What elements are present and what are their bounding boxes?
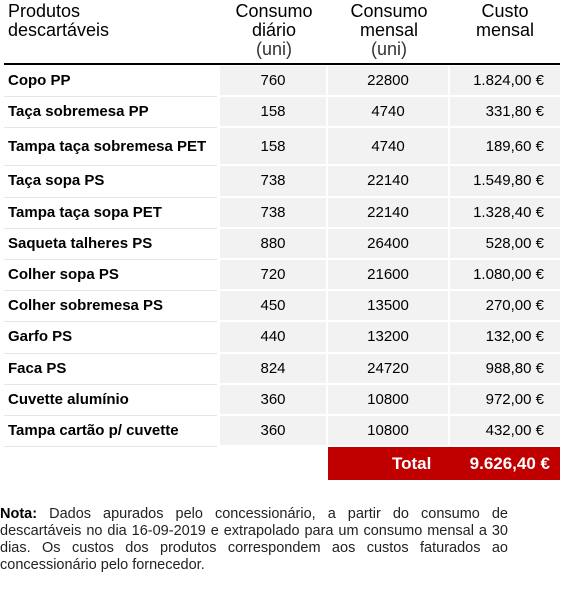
cell-custo-mensal: 189,60 €	[450, 128, 560, 166]
table-row	[4, 385, 560, 416]
header-mensal-line2: mensal	[359, 20, 419, 40]
cell-consumo-mensal: 22140	[328, 198, 448, 229]
table-row	[4, 229, 560, 260]
header-custo-line2: mensal	[475, 20, 535, 40]
cell-custo-mensal: 132,00 €	[450, 322, 560, 353]
cell-custo-mensal: 1.549,80 €	[450, 166, 560, 197]
cell-consumo-diario: 158	[220, 128, 326, 166]
header-mensal-line1: Consumo	[350, 1, 428, 21]
cell-custo-mensal: 972,00 €	[450, 385, 560, 416]
cell-custo-mensal: 1.328,40 €	[450, 198, 560, 229]
cell-consumo-mensal: 10800	[328, 416, 448, 447]
header-diario-line2: diário	[251, 20, 297, 40]
table-row	[4, 166, 560, 197]
header-consumo-diario	[220, 2, 328, 59]
cell-consumo-diario: 720	[220, 260, 326, 291]
cell-produto: Colher sopa PS	[4, 260, 217, 291]
cell-consumo-mensal: 10800	[328, 385, 448, 416]
table-row	[4, 66, 560, 97]
table-row	[4, 416, 560, 447]
cell-custo-mensal: 528,00 €	[450, 229, 560, 260]
table-row	[4, 291, 560, 322]
cell-produto: Copo PP	[4, 66, 217, 97]
cell-custo-mensal: 331,80 €	[450, 97, 560, 128]
cell-consumo-mensal: 13500	[328, 291, 448, 322]
cell-produto: Cuvette alumínio	[4, 385, 217, 416]
cell-produto: Faca PS	[4, 354, 217, 385]
cell-consumo-diario: 360	[220, 385, 326, 416]
footnote-label: Nota:	[0, 506, 38, 522]
cell-consumo-diario: 360	[220, 416, 326, 447]
header-custo-mensal	[450, 2, 560, 40]
header-diario-line1: Consumo	[235, 1, 313, 21]
header-produtos	[8, 2, 109, 40]
total-label: Total	[392, 454, 432, 473]
header-consumo-mensal	[328, 2, 450, 59]
header-produtos-line1: Produtos	[8, 1, 81, 21]
header-divider	[4, 63, 560, 65]
cell-consumo-mensal: 22800	[328, 66, 448, 97]
table-row	[4, 198, 560, 229]
cell-produto: Tampa cartão p/ cuvette	[4, 416, 217, 447]
footnote	[0, 506, 508, 574]
table-body	[4, 66, 560, 447]
table-header	[4, 0, 560, 60]
table-row	[4, 260, 560, 291]
cell-custo-mensal: 988,80 €	[450, 354, 560, 385]
cell-consumo-mensal: 4740	[328, 97, 448, 128]
cell-consumo-mensal: 22140	[328, 166, 448, 197]
cell-produto: Tampa taça sopa PET	[4, 198, 217, 229]
cell-custo-mensal: 432,00 €	[450, 416, 560, 447]
cell-custo-mensal: 270,00 €	[450, 291, 560, 322]
header-custo-line1: Custo	[481, 1, 529, 21]
footnote-text: Dados apurados pelo concessionário, a partir do consumo de descartáveis no dia 16-09-2019 e extrapolado para um consumo mensal a 30 dias. Os custos dos produtos correspondem aos custos faturados ao concessionário pelo fornecedor.	[0, 506, 509, 573]
cell-consumo-diario: 158	[220, 97, 326, 128]
cell-custo-mensal: 1.824,00 €	[450, 66, 560, 97]
cell-consumo-diario: 738	[220, 198, 326, 229]
cell-consumo-mensal: 13200	[328, 322, 448, 353]
cell-consumo-mensal: 26400	[328, 229, 448, 260]
total-bar	[328, 447, 560, 480]
cell-consumo-diario: 760	[220, 66, 326, 97]
cell-produto: Colher sobremesa PS	[4, 291, 217, 322]
cell-produto: Taça sobremesa PP	[4, 97, 217, 128]
cell-produto: Garfo PS	[4, 322, 217, 353]
consumption-table	[4, 0, 560, 473]
cell-consumo-diario: 440	[220, 322, 326, 353]
cell-consumo-mensal: 21600	[328, 260, 448, 291]
cell-consumo-mensal: 4740	[328, 128, 448, 166]
cell-produto: Saqueta talheres PS	[4, 229, 217, 260]
cell-consumo-diario: 450	[220, 291, 326, 322]
cell-produto: Taça sopa PS	[4, 166, 217, 197]
cell-produto: Tampa taça sobremesa PET	[4, 128, 217, 166]
header-diario-unit: (uni)	[255, 39, 292, 59]
table-row	[4, 354, 560, 385]
cell-consumo-diario: 738	[220, 166, 326, 197]
cell-consumo-mensal: 24720	[328, 354, 448, 385]
table-row	[4, 128, 560, 166]
header-mensal-unit: (uni)	[370, 39, 407, 59]
table-row	[4, 97, 560, 128]
cell-consumo-diario: 880	[220, 229, 326, 260]
table-row	[4, 322, 560, 353]
cell-custo-mensal: 1.080,00 €	[450, 260, 560, 291]
cell-consumo-diario: 824	[220, 354, 326, 385]
header-produtos-line2: descartáveis	[8, 20, 110, 40]
total-value: 9.626,40 €	[469, 454, 550, 473]
